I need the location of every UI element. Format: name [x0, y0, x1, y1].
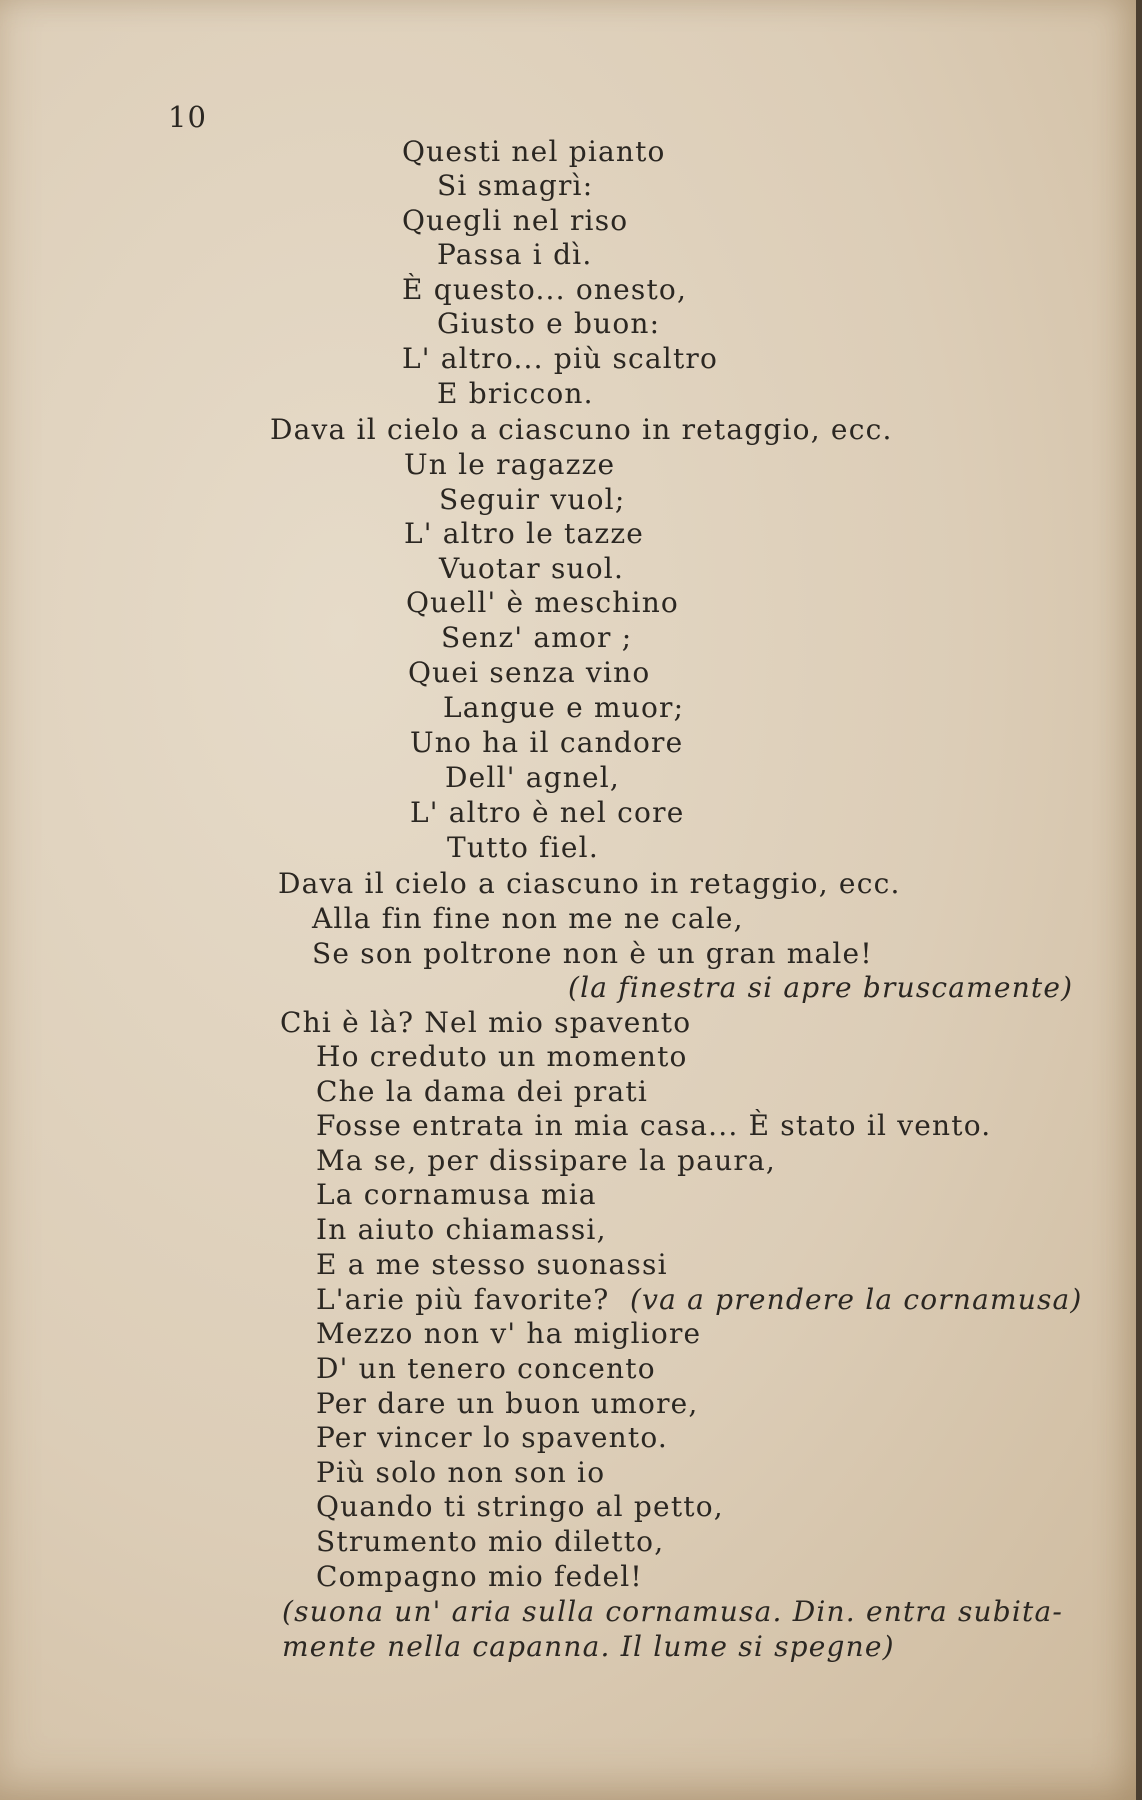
refrain-line: Dava il cielo a ciascuno in retaggio, ecc. [270, 413, 893, 446]
verse-line: Alla fin fine non me ne cale, [312, 902, 744, 935]
verse-line: Giusto e buon: [437, 307, 661, 340]
verse-line: Che la dama dei prati [316, 1075, 648, 1108]
stage-direction: mente nella capanna. Il lume si spegne) [282, 1630, 895, 1663]
verse-line: Ho creduto un momento [316, 1040, 688, 1073]
verse-line: Quei senza vino [408, 656, 651, 689]
verse-line: Questi nel pianto [402, 135, 666, 168]
stage-direction: (suona un' aria sulla cornamusa. Din. entra subita- [282, 1595, 1064, 1628]
verse-line: Vuotar suol. [439, 552, 625, 585]
stage-direction: (la finestra si apre bruscamente) [568, 971, 1074, 1004]
verse-line: Strumento mio diletto, [316, 1525, 665, 1558]
refrain-line: Dava il cielo a ciascuno in retaggio, ecc. [278, 867, 901, 900]
verse-line: Fosse entrata in mia casa... È stato il vento. [316, 1109, 992, 1142]
verse-line: Dell' agnel, [445, 761, 621, 794]
verse-line: Quando ti stringo al petto, [316, 1490, 724, 1523]
verse-line: Senz' amor ; [441, 621, 633, 654]
verse-line: E briccon. [437, 377, 594, 410]
verse-line: Quell' è meschino [406, 586, 679, 619]
verse-line: È questo... onesto, [402, 273, 688, 306]
verse-line: D' un tenero concento [316, 1352, 656, 1385]
verse-line: Mezzo non v' ha migliore [316, 1317, 702, 1350]
verse-line: Per vincer lo spavento. [316, 1421, 669, 1454]
verse-line: Compagno mio fedel! [316, 1560, 643, 1593]
verse-line: L'arie più favorite? [316, 1283, 610, 1316]
verse-line: Passa i dì. [437, 238, 593, 271]
verse-line: La cornamusa mia [316, 1178, 597, 1211]
verse-line: E a me stesso suonassi [316, 1248, 668, 1281]
verse-line: Uno ha il candore [410, 726, 684, 759]
verse-line: Seguir vuol; [439, 483, 626, 516]
verse-line: Tutto fiel. [447, 831, 599, 864]
stage-direction: (va a prendere la cornamusa) [630, 1283, 1083, 1316]
page-edge-shadow [1136, 0, 1142, 1800]
verse-line: Langue e muor; [443, 691, 685, 724]
verse-line: Quegli nel riso [402, 204, 629, 237]
page-number: 10 [168, 100, 207, 134]
verse-line: L' altro le tazze [404, 517, 645, 550]
verse-line: Ma se, per dissipare la paura, [316, 1144, 777, 1177]
verse-line: L' altro è nel core [410, 796, 685, 829]
verse-line: Si smagrì: [437, 169, 594, 202]
verse-line: In aiuto chiamassi, [316, 1213, 607, 1246]
verse-line: Più solo non son io [316, 1456, 606, 1489]
verse-line: L' altro... più scaltro [402, 342, 719, 375]
verse-line: Se son poltrone non è un gran male! [312, 937, 873, 970]
verse-line: Per dare un buon umore, [316, 1387, 699, 1420]
verse-line: Un le ragazze [404, 448, 616, 481]
verse-line: Chi è là? Nel mio spavento [280, 1006, 692, 1039]
